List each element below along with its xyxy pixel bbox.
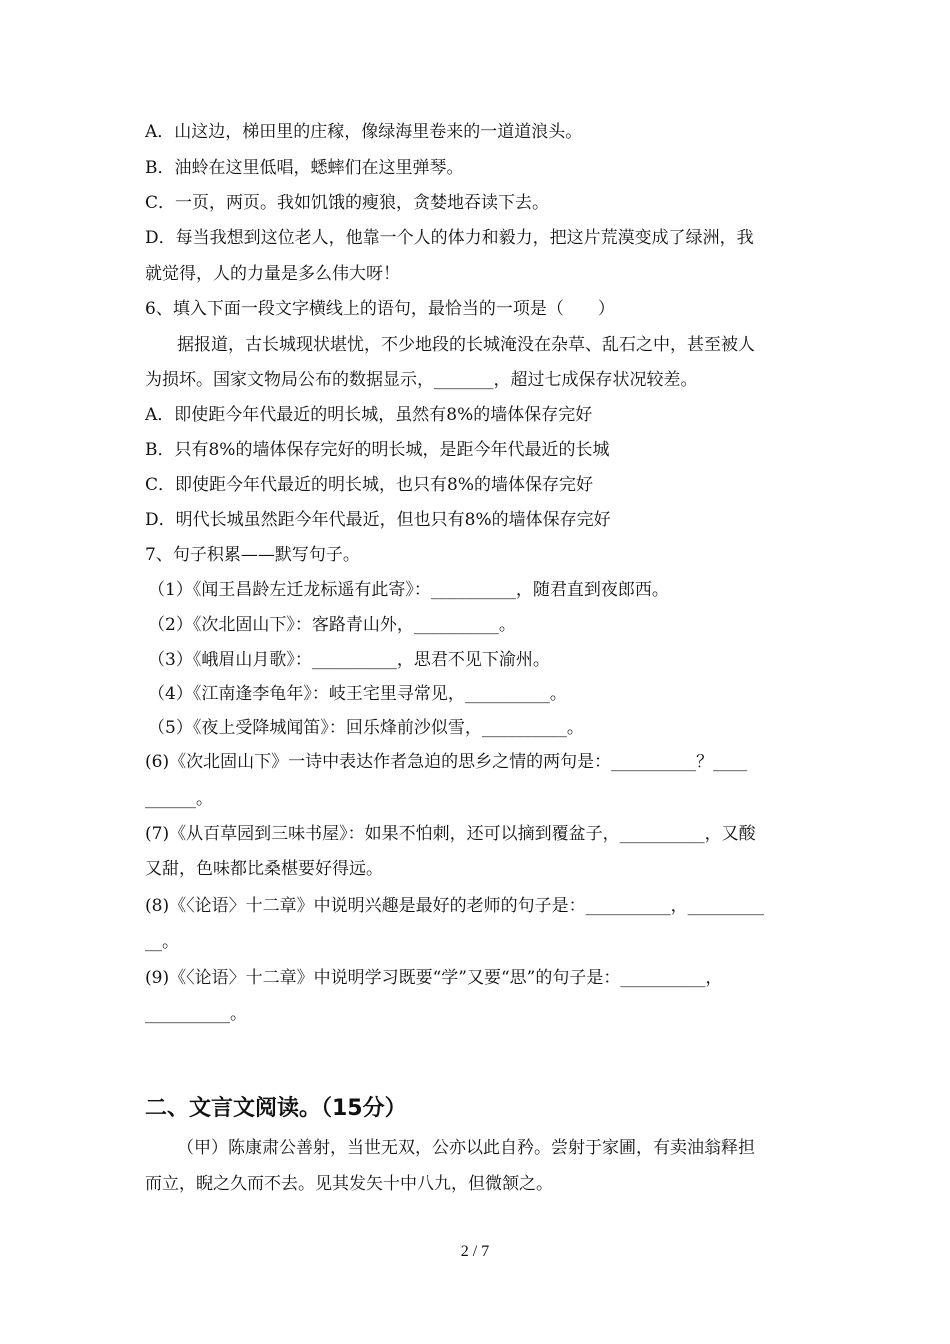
- q6-passage-line1: 据报道，古长城现状堪忧，不少地段的长城淹没在杂草、乱石之中，甚至被人: [177, 335, 755, 355]
- q6-option-b: B．只有8%的墙体保存完好的明长城，是距今年代最近的长城: [145, 440, 610, 460]
- q6-option-a: A．即使距今年代最近的明长城，虽然有8%的墙体保存完好: [145, 405, 593, 425]
- q7-item7-line1: (7)《从百草园到三味书屋》：如果不怕刺，还可以摘到覆盆子，__________，又酸: [145, 824, 756, 844]
- q7-item1: （1）《闻王昌龄左迁龙标遥有此寄》：__________，随君直到夜郎西。: [148, 580, 669, 600]
- q6-option-d: D．明代长城虽然距今年代最近，但也只有8%的墙体保存完好: [145, 510, 611, 530]
- q7-item3: （3）《峨眉山月歌》：__________，思君不见下渝州。: [148, 650, 550, 670]
- q6-passage-line2: 为损坏。国家文物局公布的数据显示，_______，超过七成保存状况较差。: [145, 370, 698, 390]
- section2-passage-line1: （甲）陈康肃公善射，当世无双，公亦以此自矜。尝射于家圃，有卖油翁释担: [177, 1138, 755, 1158]
- section-heading: 二、文言文阅读。（15分）: [145, 1096, 407, 1121]
- q7-item4: （4）《江南逢李龟年》：岐王宅里寻常见，__________。: [148, 684, 567, 704]
- q7-stem: 7、句子积累——默写句子。: [145, 545, 360, 565]
- q7-item2: （2）《次北固山下》：客路青山外，__________。: [148, 615, 516, 635]
- q7-item9-line1: (9)《〈论语〉十二章》中说明学习既要“学”又要“思”的句子是：__________，: [145, 968, 723, 988]
- q7-item6-line1: (6)《次北固山下》一诗中表达作者急迫的思乡之情的两句是：__________？____: [145, 752, 748, 772]
- section2-passage-line2: 而立，睨之久而不去。见其发矢十中八九，但微颔之。: [145, 1174, 553, 1194]
- q5-option-d-line1: D．每当我想到这位老人，他靠一个人的体力和毅力，把这片荒漠变成了绿洲，我: [145, 228, 754, 248]
- q5-option-b: B．油蛉在这里低唱，蟋蟀们在这里弹琴。: [145, 158, 464, 178]
- q7-item6-line2: ______。: [145, 789, 213, 809]
- q7-item9-line2: __________。: [145, 1004, 247, 1024]
- q5-option-a: A．山这边，梯田里的庄稼，像绿海里卷来的一道道浪头。: [145, 122, 583, 142]
- q6-option-c: C．即使距今年代最近的明长城，也只有8%的墙体保存完好: [145, 475, 593, 495]
- q7-item7-line2: 又甜，色味都比桑椹要好得远。: [145, 859, 383, 879]
- q7-item8-line1: (8)《〈论语〉十二章》中说明兴趣是最好的老师的句子是：__________，_________: [145, 896, 765, 916]
- q7-item5: （5）《夜上受降城闻笛》：回乐烽前沙似雪，__________。: [148, 718, 584, 738]
- q5-option-c: C．一页，两页。我如饥饿的瘦狼，贪婪地吞读下去。: [145, 193, 550, 213]
- q6-stem: 6、填入下面一段文字横线上的语句，最恰当的一项是（ ）: [145, 299, 615, 319]
- page-number: 2 / 7: [460, 1243, 490, 1260]
- q7-item8-line2: __。: [145, 932, 179, 952]
- q5-option-d-line2: 就觉得，人的力量是多么伟大呀！: [145, 264, 400, 284]
